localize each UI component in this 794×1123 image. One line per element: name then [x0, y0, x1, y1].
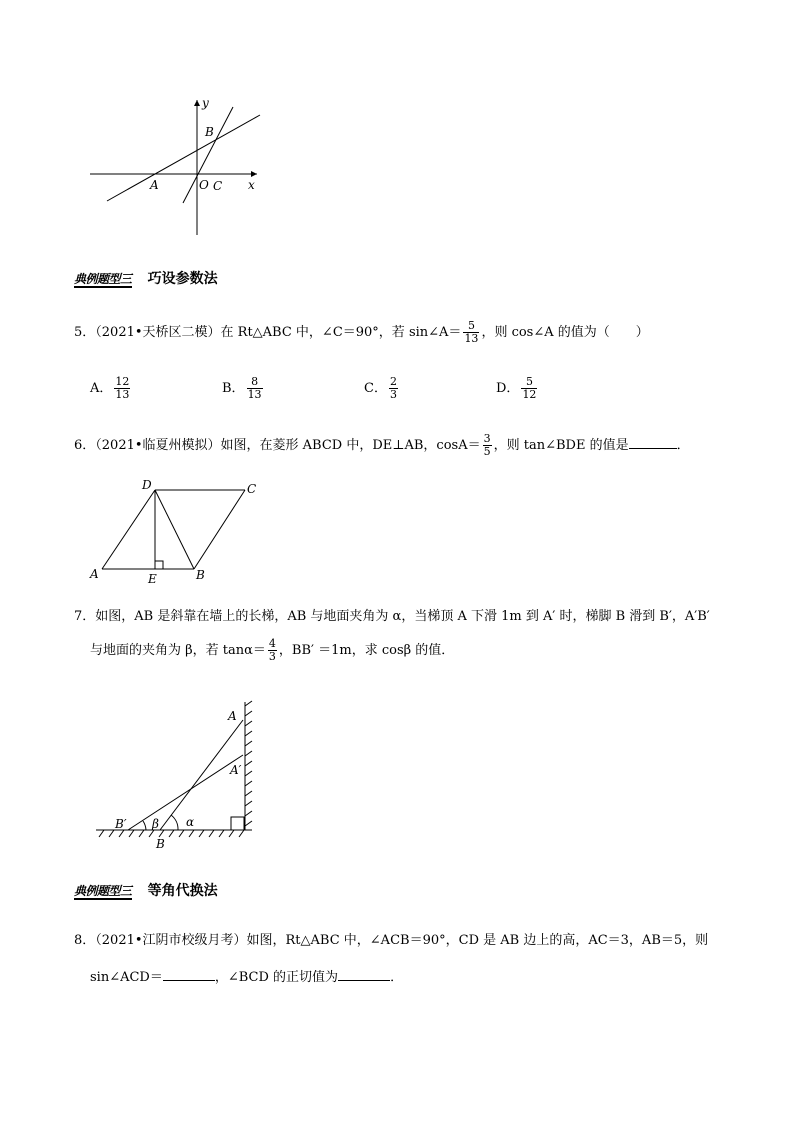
label-beta: β	[152, 817, 159, 831]
label-y: y	[202, 96, 209, 110]
y-axis-arrow	[194, 100, 200, 106]
ladder-figure	[88, 700, 268, 855]
q8-answer-blank-2[interactable]	[338, 968, 390, 981]
q7-fraction: $\frac{4}{3}$	[268, 637, 276, 663]
section-tag: 典例题型三	[74, 884, 132, 898]
label-b-prime: B′	[115, 817, 127, 831]
label-b: B	[205, 125, 214, 139]
q6-stem-end: ，则 tan∠BDE 的值是	[493, 438, 629, 453]
question-8-line-1: 8．（2021•江阴市校级月考）如图，Rt△ABC 中，∠ACB＝90°，CD 是 AB 边上的高，AC＝3，AB＝5，则	[74, 933, 709, 948]
x-axis-arrow	[251, 171, 257, 177]
label-d: D	[142, 478, 152, 492]
label-alpha: α	[186, 815, 195, 829]
q5-stem: 5．（2021•天桥区二模）在 Rt△ABC 中，∠C＝90°，若 sin∠A＝	[74, 325, 462, 340]
ground-hatching	[99, 830, 244, 837]
section-tag: 典例题型三	[74, 272, 132, 286]
question-8-line-2: sin∠ACD＝ ，∠BCD 的正切值为 ．	[90, 970, 404, 985]
label-c: C	[247, 482, 257, 496]
angle-arc-alpha	[171, 815, 178, 830]
section-heading-1	[74, 270, 218, 289]
label-x: x	[248, 178, 255, 192]
question-7-line-2: 与地面的夹角为 β，若 tanα＝ $\frac{4}{3}$ ，BB′ ＝1m，求 cosβ 的值．	[90, 637, 455, 663]
q5-option-d[interactable]: D． $\frac{5}{12}$	[496, 375, 537, 401]
q5-option-b[interactable]: B． $\frac{8}{13}$	[222, 375, 262, 401]
q5-stem-end: ，则 cos∠A 的值为（ ）	[481, 325, 649, 340]
q5-fraction: $\frac{5}{13}$	[464, 319, 479, 345]
label-a: A	[228, 709, 237, 723]
right-angle-mark	[155, 561, 163, 569]
label-a-prime: A′	[230, 763, 242, 777]
label-o: O	[199, 178, 209, 192]
wall-hatching	[245, 701, 252, 826]
angle-arc-beta	[143, 821, 146, 830]
right-angle-mark	[231, 817, 244, 830]
section-heading-2	[74, 882, 218, 901]
q5-option-a[interactable]: A． $\frac{12}{13}$	[90, 375, 130, 401]
diagonal-db	[155, 490, 194, 569]
label-e: E	[148, 572, 157, 585]
question-7-line-1: 7．如图，AB 是斜靠在墙上的长梯，AB 与地面夹角为 α，当梯顶 A 下滑 1m 到 A′ 时，梯脚 B 滑到 B′，A′B′	[74, 609, 710, 624]
label-b: B	[196, 568, 205, 582]
q8-answer-blank-1[interactable]	[163, 968, 215, 981]
q5-option-c[interactable]: C． $\frac{2}{3}$	[364, 375, 397, 401]
rhombus-figure	[85, 475, 270, 585]
q6-stem: 6．（2021•临夏州模拟）如图，在菱形 ABCD 中，DE⊥AB，cosA＝	[74, 438, 481, 453]
label-a: A	[90, 567, 99, 581]
line-ab	[107, 115, 260, 201]
question-5	[74, 320, 649, 345]
question-6: 6．（2021•临夏州模拟）如图，在菱形 ABCD 中，DE⊥AB，cosA＝ $\frac{3}{5}$ ，则 tan∠BDE 的值是 ．	[74, 432, 690, 458]
label-c: C	[213, 179, 223, 193]
q6-answer-blank[interactable]	[629, 436, 677, 449]
q6-fraction: $\frac{3}{5}$	[483, 432, 491, 458]
section-title: 等角代换法	[147, 883, 218, 899]
label-a: A	[150, 178, 159, 192]
section-title: 巧设参数法	[147, 271, 218, 287]
coordinate-figure	[85, 95, 265, 240]
label-b: B	[156, 837, 165, 851]
